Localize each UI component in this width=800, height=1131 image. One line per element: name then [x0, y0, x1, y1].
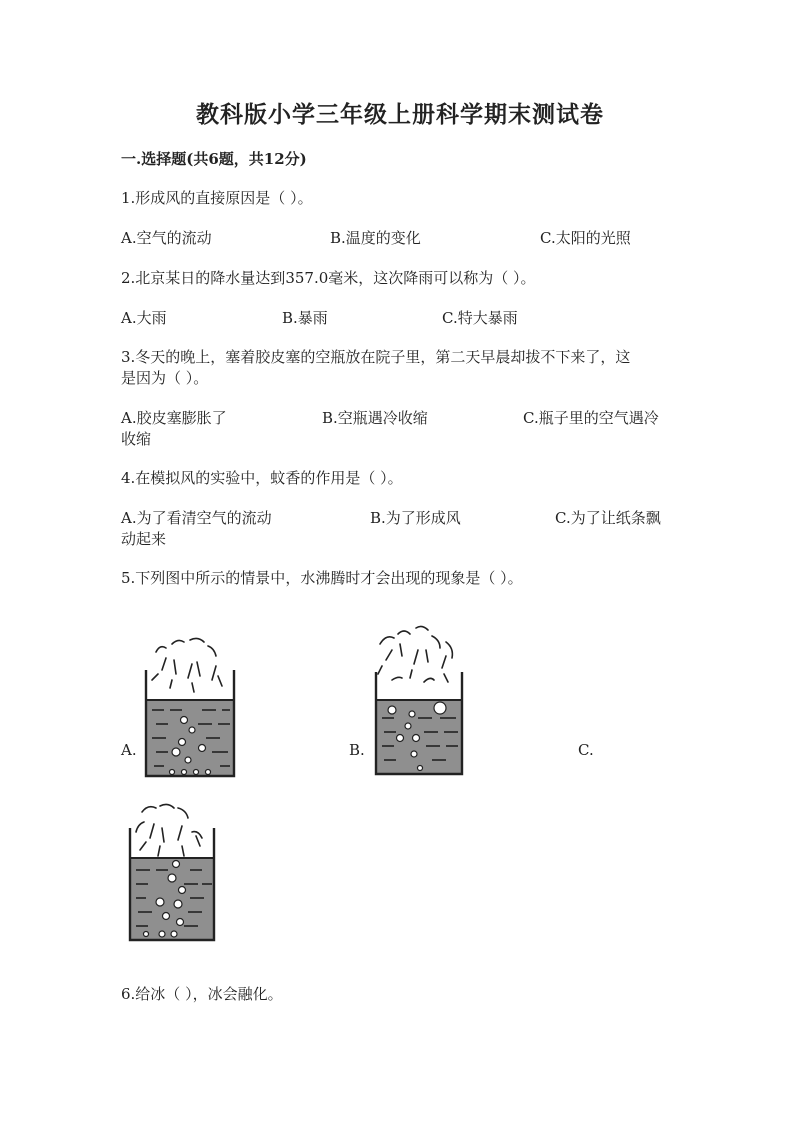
question-1-stem: 1.形成风的直接原因是（ ）。 [121, 189, 313, 207]
question-1-option-a[interactable]: A.空气的流动 [121, 229, 212, 247]
question-5-option-a[interactable]: A. [121, 741, 137, 759]
question-2-stem: 2.北京某日的降水量达到357.0毫米，这次降雨可以称为（ ）。 [121, 269, 536, 287]
question-4-option-c[interactable]: C.为了让纸条飘 [555, 509, 661, 527]
question-5-option-c[interactable]: C. [578, 741, 594, 759]
question-2-option-c[interactable]: C.特大暴雨 [442, 309, 518, 327]
question-4-option-b[interactable]: B.为了形成风 [370, 509, 461, 527]
question-5-stem: 5.下列图中所示的情景中，水沸腾时才会出现的现象是（ ）。 [121, 569, 523, 587]
question-3-option-b[interactable]: B.空瓶遇冷收缩 [322, 409, 428, 427]
question-3-option-a[interactable]: A.胶皮塞膨胀了 [121, 409, 227, 427]
page-title: 教科版小学三年级上册科学期末测试卷 [196, 101, 604, 128]
section-title: 一.选择题(共6题，共12分) [121, 150, 307, 168]
question-1-option-c[interactable]: C.太阳的光照 [540, 229, 631, 247]
question-4-option-a[interactable]: A.为了看清空气的流动 [121, 509, 272, 527]
question-3-stem-line1: 3.冬天的晚上，塞着胶皮塞的空瓶放在院子里，第二天早晨却拔不下来了，这 [121, 348, 631, 366]
question-4-option-c-wrap: 动起来 [121, 530, 167, 548]
question-1-option-b[interactable]: B.温度的变化 [330, 229, 421, 247]
question-3-option-c-wrap: 收缩 [121, 430, 152, 448]
question-2-option-b[interactable]: B.暴雨 [282, 309, 328, 327]
question-3-option-c[interactable]: C.瓶子里的空气遇冷 [523, 409, 659, 427]
beaker-b-image [370, 622, 470, 778]
beaker-c-image [124, 798, 224, 944]
question-3-stem-line2: 是因为（ ）。 [121, 369, 209, 387]
question-5-option-b[interactable]: B. [349, 741, 365, 759]
beaker-a-image [142, 630, 242, 780]
question-4-stem: 4.在模拟风的实验中，蚊香的作用是（ ）。 [121, 469, 403, 487]
question-2-option-a[interactable]: A.大雨 [121, 309, 167, 327]
question-6-stem: 6.给冰（ ），冰会融化。 [121, 985, 283, 1003]
